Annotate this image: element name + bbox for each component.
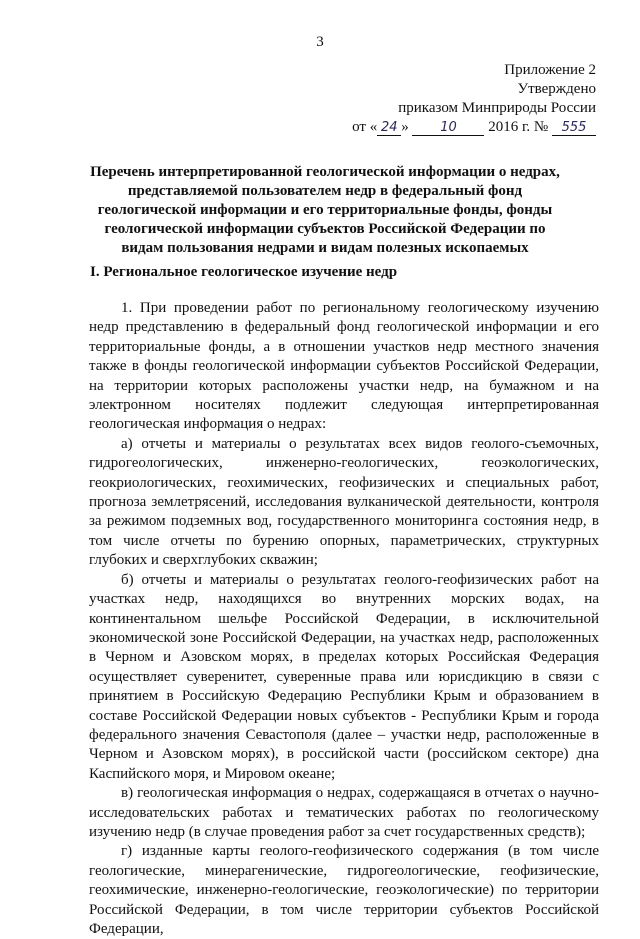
date-prefix: от « [352, 119, 378, 135]
document-title: Перечень интерпретированной геологической информации о недрах, представляемой пользователем недр в федеральный фонд геологической информации и его территориальные фонды, фонды геологической информации субъектов Российской Федерации по видам пользования недрами и видам полезных ископаемых [90, 164, 560, 256]
document-body [89, 299, 599, 939]
date-year: 2016 г. № [488, 119, 549, 135]
paragraph: в) геологическая информация о недрах, содержащаяся в отчетах о научно-исследовательских работах и тематических работах по геологическому изучению недр (в случае проведения работ за счет государственных средств); [89, 785, 599, 840]
approved-label: Утверждено [517, 81, 596, 97]
paragraph: а) отчеты и материалы о результатах всех видов геолого-съемочных, гидрогеологических, инженерно-геологических, геоэкологических, геокриологических, геохимических, геофизических и специальных работ, прогноза землетрясений, исследования вулканической деятельности, контроля за режимом подземных вод, государственного мониторинга состояния недр, в том числе отчеты по бурению опорных, параметрических, структурных глубоких и сверхглубоких скважин; [89, 435, 599, 569]
handwritten-month: 10 [412, 120, 484, 136]
paragraph: г) изданные карты геолого-геофизического содержания (в том числе геологические, минерагенические, гидрогеологические, геофизические, геохимические, инженерно-геологические, геоэкологические) по территории Российской Федерации, в том числе территории субъектов Российской Федерации, [89, 843, 599, 937]
handwritten-order-number: 555 [552, 120, 596, 136]
date-mid: » [401, 119, 409, 135]
paragraph: 1. При проведении работ по региональному геологическому изучению недр представлению в федеральный фонд геологической информации и его территориальные фонды, а в отношении участков недр местного значения также в фонды геологической информации субъектов Российской Федерации, на территории которых расположены участки недр, на бумажном и на электронном носителях подлежит следующая интерпретированная геологическая информация о недрах: [89, 300, 599, 433]
paragraph: б) отчеты и материалы о результатах геолого-геофизических работ на участках недр, находящихся во внутренних морских водах, на континентальном шельфе Российской Федерации, в исключительной экономической зоне Российской Федерации, на участках недр, расположенных в Черном и Азовском морях, в пределах которых Российская Федерация осуществляет суверенитет, суверенные права или юрисдикцию в связи с принятием в Российскую Федерацию Республики Крым и образованием в составе Российской Федерации новых субъектов - Республики Крым и города федерального значения Севастополя (далее – участки недр, расположенные в Черном и Азовском морях), в российской части (российском секторе) дна Каспийского моря, и Мировом океане; [89, 571, 599, 782]
order-date-line [296, 118, 596, 137]
order-label: приказом Минприроды России [398, 100, 596, 116]
page-number: 3 [316, 34, 324, 50]
appendix-label: Приложение 2 [504, 62, 596, 78]
approval-block [296, 61, 596, 137]
section-heading: I. Региональное геологическое изучение недр [90, 264, 398, 280]
handwritten-day: 24 [377, 120, 401, 136]
